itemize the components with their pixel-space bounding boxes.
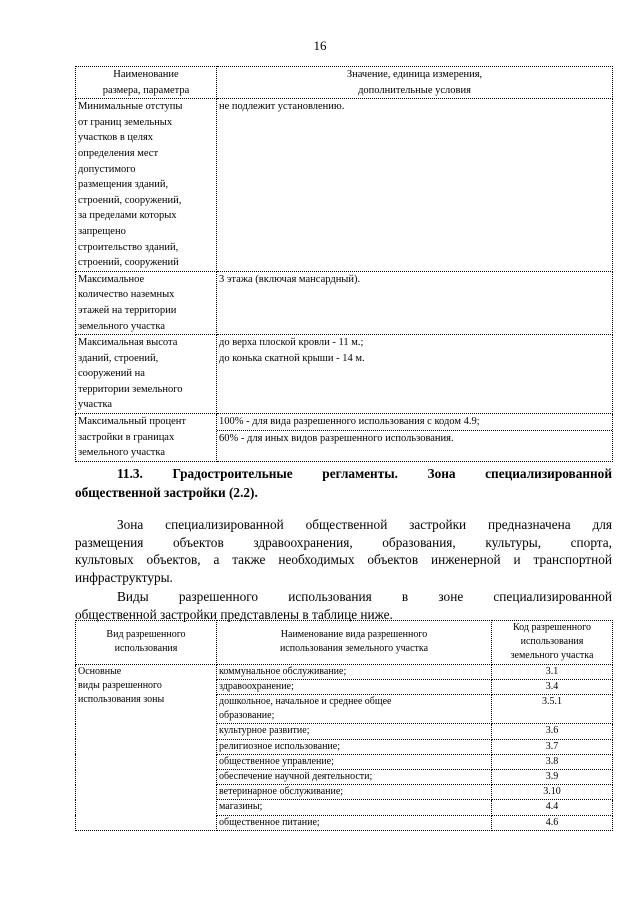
group-label-line: использования зоны xyxy=(78,694,165,706)
value-line: 100% - для вида разрешенного использования с кодом 4.9; xyxy=(217,414,612,431)
parameters-table-header xyxy=(76,67,613,99)
use-name-cell xyxy=(217,800,492,815)
header-use-type xyxy=(76,621,217,665)
paragraph-line: размещения объектов здравоохранения, образования, культуры, спорта, xyxy=(75,534,612,550)
header-line: земельного участка xyxy=(510,650,594,662)
param-cell xyxy=(76,271,217,334)
param-line: застройки в границах xyxy=(78,431,175,443)
use-name: ветеринарное обслуживание; xyxy=(219,786,344,798)
param-cell xyxy=(76,414,217,462)
use-name-cell xyxy=(217,695,492,724)
param-line: количество наземных xyxy=(78,289,175,301)
parameters-table xyxy=(75,66,613,462)
param-line: земельного участка xyxy=(78,320,165,332)
use-name-cell xyxy=(217,724,492,739)
header-line: использования xyxy=(114,643,178,655)
permitted-uses-header xyxy=(76,621,613,665)
param-line: участков в целях xyxy=(78,132,154,144)
use-name-cell xyxy=(217,739,492,754)
param-line: запрещено xyxy=(78,225,126,237)
header-line: Наименование вида разрешенного xyxy=(280,629,428,641)
param-line: Максимальная высота xyxy=(78,337,178,349)
use-name: здравоохранение; xyxy=(219,680,294,692)
param-line: Максимальное xyxy=(78,273,145,285)
paragraph-line: культовых объектов, а также необходимых объектов инженерной и транспортной xyxy=(75,552,612,568)
use-name: культурное развитие; xyxy=(219,725,310,737)
use-name: общественное управление; xyxy=(219,755,334,767)
section-heading-line: общественной застройки (2.2). xyxy=(75,485,258,500)
value-line: не подлежит установлению. xyxy=(219,101,345,113)
use-name-cell xyxy=(217,754,492,769)
permitted-uses-table xyxy=(75,620,613,831)
use-code-cell: 4.4 xyxy=(492,800,613,815)
group-label-line: виды разрешенного xyxy=(78,679,162,691)
header-value xyxy=(217,67,613,99)
paragraph-line: Зона специализированной общественной застройки предназначена для xyxy=(117,517,612,532)
use-name-cell xyxy=(217,679,492,694)
use-code-cell: 3.9 xyxy=(492,770,613,785)
use-name-cell xyxy=(217,815,492,830)
use-code-cell: 3.5.1 xyxy=(492,695,613,724)
param-line: сооружений на xyxy=(78,368,145,380)
paragraph-line: общественной застройки представлены в таблице ниже. xyxy=(75,606,393,622)
header-parameter xyxy=(76,67,217,99)
paragraph-line: Виды разрешенного использования в зоне специализированной xyxy=(117,589,612,604)
section-heading-line: 11.3. Градостроительные регламенты. Зона специализированной xyxy=(117,466,612,481)
param-cell xyxy=(76,335,217,414)
use-code-cell: 3.10 xyxy=(492,785,613,800)
param-line: территории земельного xyxy=(78,383,183,395)
use-name-cell xyxy=(217,770,492,785)
value-cell xyxy=(217,414,613,462)
table-row xyxy=(76,664,613,679)
use-name: религиозное использование; xyxy=(219,740,340,752)
header-parameter-line: размера, параметра xyxy=(102,84,190,96)
section-heading xyxy=(75,464,612,502)
header-line: Код разрешенного xyxy=(513,622,591,633)
param-line: этажей на территории xyxy=(78,304,177,316)
value-line: до конька скатной крыши - 14 м. xyxy=(219,352,365,364)
param-line: Максимальный процент xyxy=(78,416,186,428)
header-value-line: Значение, единица измерения, xyxy=(346,69,483,80)
param-line: допустимого xyxy=(78,163,136,175)
value-cell xyxy=(217,271,613,334)
use-name: магазины; xyxy=(219,801,263,813)
use-name: обеспечение научной деятельности; xyxy=(219,771,373,783)
param-cell xyxy=(76,99,217,272)
header-parameter-line: Наименование xyxy=(113,69,179,80)
page-number: 16 xyxy=(313,38,327,53)
use-name: образование; xyxy=(219,710,275,722)
param-line: строений, сооружений xyxy=(78,257,179,269)
use-name-cell xyxy=(217,664,492,679)
value-cell xyxy=(217,99,613,272)
use-name-cell xyxy=(217,785,492,800)
use-code-cell: 3.1 xyxy=(492,664,613,679)
value-line: 60% - для иных видов разрешенного использования. xyxy=(219,432,454,444)
header-use-code xyxy=(492,621,613,665)
param-line: земельного участка xyxy=(78,447,165,459)
header-use-name xyxy=(217,621,492,665)
use-code-cell: 3.7 xyxy=(492,739,613,754)
table-row xyxy=(76,271,613,334)
param-line: зданий, строений, xyxy=(78,352,159,364)
use-code-cell: 3.8 xyxy=(492,754,613,769)
value-cell xyxy=(217,335,613,414)
paragraph-zone-purpose xyxy=(75,516,612,586)
header-line: Вид разрешенного xyxy=(106,629,186,641)
param-line: Минимальные отступы xyxy=(78,101,183,113)
use-name: дошкольное, начальное и среднее общее xyxy=(219,696,392,708)
paragraph-line: инфраструктуры. xyxy=(75,569,173,585)
param-line: размещения зданий, xyxy=(78,179,169,191)
table-row xyxy=(76,414,613,462)
use-code-cell: 3.4 xyxy=(492,679,613,694)
param-line: участка xyxy=(78,399,113,411)
param-line: определения мест xyxy=(78,147,159,159)
use-code-cell: 4.6 xyxy=(492,815,613,830)
table-row xyxy=(76,335,613,414)
param-line: от границ земельных xyxy=(78,116,173,128)
paragraph-table-intro xyxy=(75,588,612,623)
header-line: использования земельного участка xyxy=(279,643,429,655)
value-line: до верха плоской кровли - 11 м.; xyxy=(219,337,364,349)
use-name: коммунальное обслуживание; xyxy=(219,665,347,677)
use-name: общественное питание; xyxy=(219,816,320,828)
group-label-cell xyxy=(76,664,217,830)
param-line: строений, сооружений, xyxy=(78,194,182,206)
header-line: использования xyxy=(520,636,584,648)
header-value-line: дополнительные условия xyxy=(358,84,471,96)
use-code-cell: 3.6 xyxy=(492,724,613,739)
param-line: за пределами которых xyxy=(78,210,177,222)
table-row xyxy=(76,99,613,272)
group-label-line: Основные xyxy=(78,665,122,677)
value-line: 3 этажа (включая мансардный). xyxy=(219,273,361,285)
param-line: строительство зданий, xyxy=(78,241,179,253)
